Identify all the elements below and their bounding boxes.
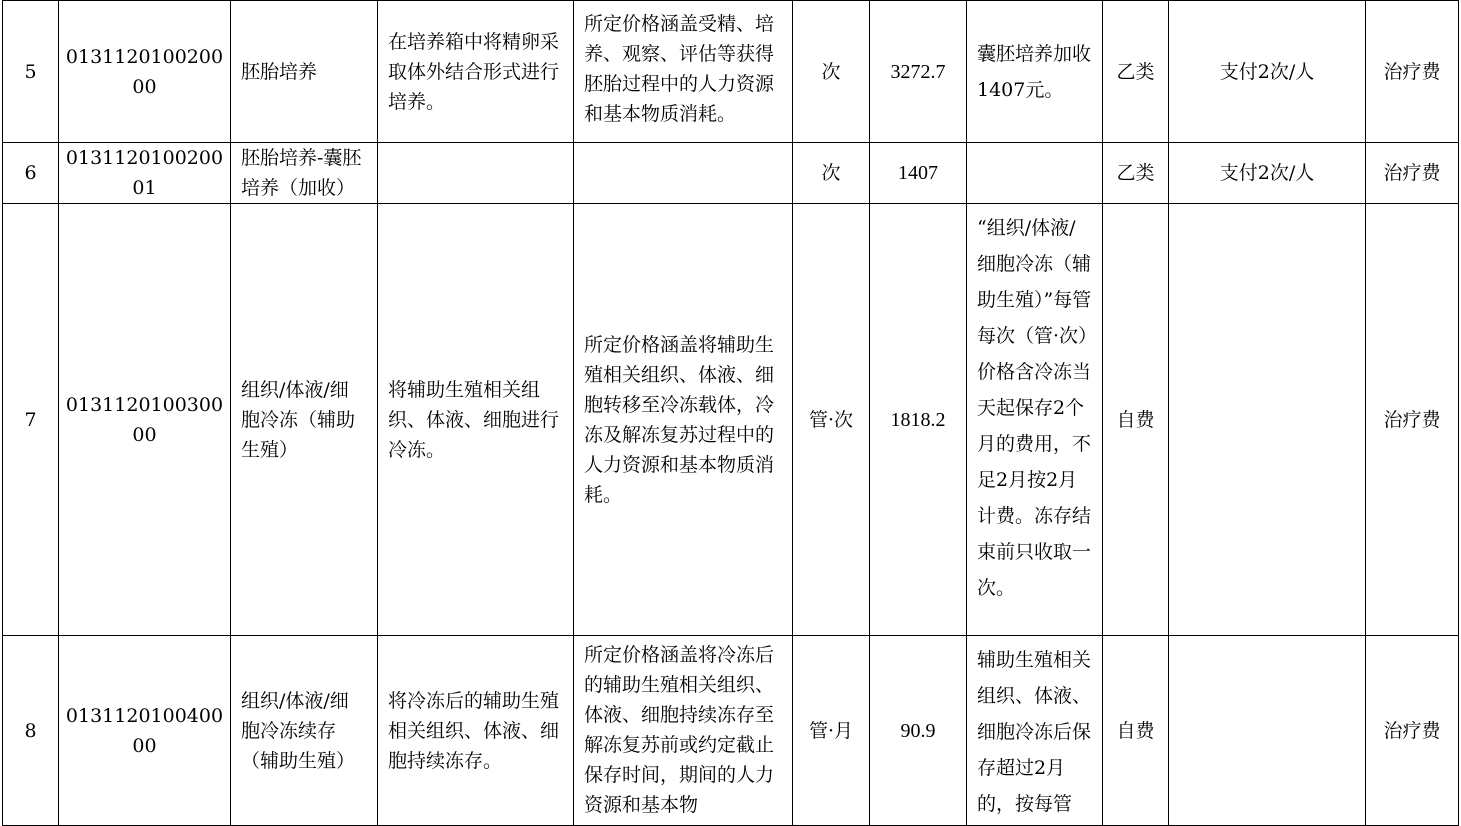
item-code: 013112010030000 — [59, 204, 231, 636]
item-fee-type: 治疗费 — [1366, 143, 1459, 204]
item-content: 在培养箱中将精卵采取体外结合形式进行培养。 — [378, 1, 574, 143]
row-number: 5 — [3, 1, 59, 143]
item-code: 013112010020001 — [59, 143, 231, 204]
item-note: “组织/体液/细胞冷冻（辅助生殖）”每管每次（管·次）价格含冷冻当天起保存2个月的费用，不足2月按2月计费。冻存结束前只收取一次。 — [967, 204, 1103, 636]
item-content: 将辅助生殖相关组织、体液、细胞进行冷冻。 — [378, 204, 574, 636]
row-number: 7 — [3, 204, 59, 636]
item-content — [378, 143, 574, 204]
item-category: 乙类 — [1103, 1, 1169, 143]
item-unit: 次 — [793, 143, 870, 204]
item-price: 90.9 — [870, 636, 967, 826]
item-category: 乙类 — [1103, 143, 1169, 204]
item-name: 组织/体液/细胞冷冻续存（辅助生殖） — [231, 636, 378, 826]
item-scope: 所定价格涵盖将冷冻后的辅助生殖相关组织、体液、细胞持续冻存至解冻复苏前或约定截止保存时间，期间的人力资源和基本物 — [574, 636, 793, 826]
price-table-container — [2, 0, 1459, 826]
item-category: 自费 — [1103, 204, 1169, 636]
item-scope: 所定价格涵盖受精、培养、观察、评估等获得胚胎过程中的人力资源和基本物质消耗。 — [574, 1, 793, 143]
item-category: 自费 — [1103, 636, 1169, 826]
item-note: 辅助生殖相关组织、体液、细胞冷冻后保存超过2月的，按每管 — [967, 636, 1103, 826]
item-scope: 所定价格涵盖将辅助生殖相关组织、体液、细胞转移至冷冻载体，冷冻及解冻复苏过程中的人力资源和基本物质消耗。 — [574, 204, 793, 636]
item-note — [967, 143, 1103, 204]
item-fee-type: 治疗费 — [1366, 636, 1459, 826]
item-price: 3272.7 — [870, 1, 967, 143]
item-content: 将冷冻后的辅助生殖相关组织、体液、细胞持续冻存。 — [378, 636, 574, 826]
table-row — [3, 204, 1459, 636]
row-number: 8 — [3, 636, 59, 826]
item-code: 013112010040000 — [59, 636, 231, 826]
item-name: 组织/体液/细胞冷冻（辅助生殖） — [231, 204, 378, 636]
item-fee-type: 治疗费 — [1366, 1, 1459, 143]
item-limit — [1169, 636, 1366, 826]
item-limit: 支付2次/人 — [1169, 1, 1366, 143]
item-scope — [574, 143, 793, 204]
item-fee-type: 治疗费 — [1366, 204, 1459, 636]
item-price: 1818.2 — [870, 204, 967, 636]
item-code: 013112010020000 — [59, 1, 231, 143]
row-number: 6 — [3, 143, 59, 204]
item-name: 胚胎培养-囊胚培养（加收） — [231, 143, 378, 204]
price-table — [2, 0, 1459, 826]
item-price: 1407 — [870, 143, 967, 204]
item-limit: 支付2次/人 — [1169, 143, 1366, 204]
item-unit: 管·月 — [793, 636, 870, 826]
table-row — [3, 636, 1459, 826]
item-unit: 管·次 — [793, 204, 870, 636]
table-row — [3, 143, 1459, 204]
item-limit — [1169, 204, 1366, 636]
item-unit: 次 — [793, 1, 870, 143]
table-row — [3, 1, 1459, 143]
item-note: 囊胚培养加收1407元。 — [967, 1, 1103, 143]
item-name: 胚胎培养 — [231, 1, 378, 143]
